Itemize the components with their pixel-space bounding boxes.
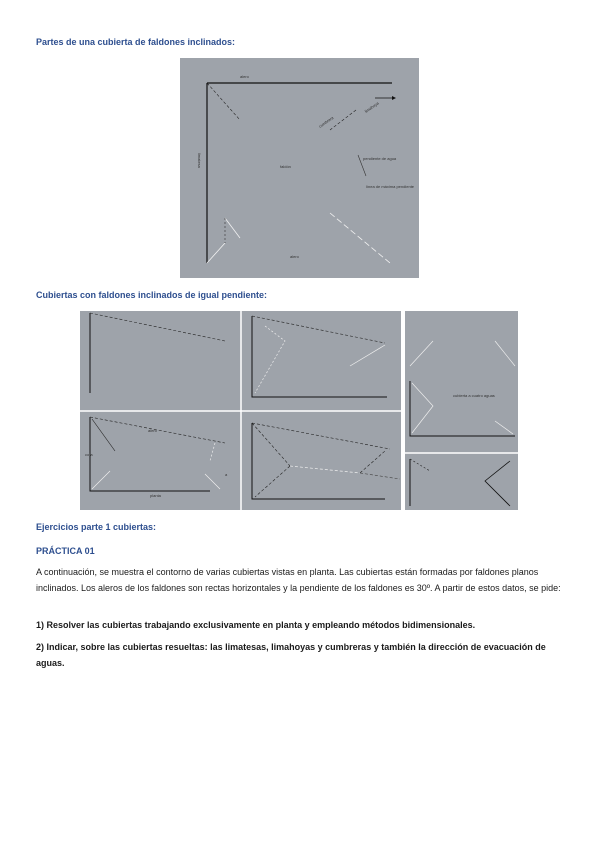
p2-top-dash [252,316,385,343]
equal-slope-drawings [80,311,401,510]
label-ridge: cumbrera [317,115,335,129]
label-left-hip: limatesa [197,153,202,168]
task-1-text: Resolver las cubiertas trabajando exclusivamente en planta y empleando métodos bidimensionales. [46,620,476,630]
p4-hip-left [252,423,290,466]
label-right-2: línea de máxima pendiente [366,184,415,189]
valley-line-right [330,213,390,263]
task-1-number: 1) [36,620,45,630]
p3-top-dash [90,417,225,443]
side-bottom-hip [485,461,510,506]
side-drawings [405,311,518,510]
label-top-eave: alero [240,74,249,79]
task-2-number: 2) [36,642,45,652]
task-2-text: Indicar, sobre las cubiertas resueltas: las limatesas, limahoyas y cumbreras y también la dirección de evacuación de aguas. [36,642,546,668]
side-mid-outline [410,381,515,436]
section-heading-equal-slope: Cubiertas con faldones inclinados de igual pendiente: [36,290,268,300]
side-mid-hip [495,421,513,434]
p3-label-top: alero [148,428,157,433]
label-right-1: pendiente de agua [363,156,397,161]
practice-title: PRÁCTICA 01 [36,546,95,556]
section-heading-exercises: Ejercicios parte 1 cubiertas: [36,522,157,532]
p3-ridge [210,443,215,461]
p2-hip [350,345,385,366]
valley-line-left-2 [207,243,225,263]
label-center-slope: faldón [280,164,291,169]
intro-paragraph: A continuación, se muestra el contorno de varias cubiertas vistas en planta. Las cubiertas están formadas por faldones planos inclinados. Los aleros de los faldones son rectas horizontales y la pendiente de los faldones es 30º. A partir de estos datos, se pide: [36,567,561,593]
side-top-valley-right [495,341,515,366]
p4-valley [255,466,290,497]
roof-parts-drawing [180,58,419,278]
p4-outline [252,423,385,499]
p2-valley [255,326,285,393]
p3-hip [92,419,115,451]
p3-label-left: cota [85,452,93,457]
equal-slope-figure-side [405,311,518,510]
section-heading-parts: Partes de una cubierta de faldones inclinados: [36,37,236,47]
side-mid-valley [412,383,433,433]
p4-extension [360,473,400,479]
hip-line-top-left [207,83,240,120]
p2-outline [252,316,387,397]
p4-hip-right [360,451,385,473]
p4-ridge [290,466,360,473]
p1-diagonal [90,313,225,341]
side-mid-label: cubierta a cuatro aguas [453,393,495,398]
p3-valley-right [205,474,220,489]
p3-label-right: a [225,472,228,477]
valley-line-left-1 [225,218,240,238]
task-2 [36,639,564,671]
label-bottom-eave: alero [290,254,299,259]
arrow-head [392,96,396,100]
p4-top-dash [252,423,390,449]
side-bottom-dash [410,459,430,471]
roof-parts-figure [180,58,419,278]
hip-line-top-right [330,110,356,130]
side-top-valley-left [410,341,433,366]
task-1 [36,617,564,633]
p3-label-bottom: planta [150,493,161,498]
label-valley: limahoya [363,100,380,114]
p3-valley-left [92,471,110,489]
equal-slope-figure-main [80,311,401,510]
